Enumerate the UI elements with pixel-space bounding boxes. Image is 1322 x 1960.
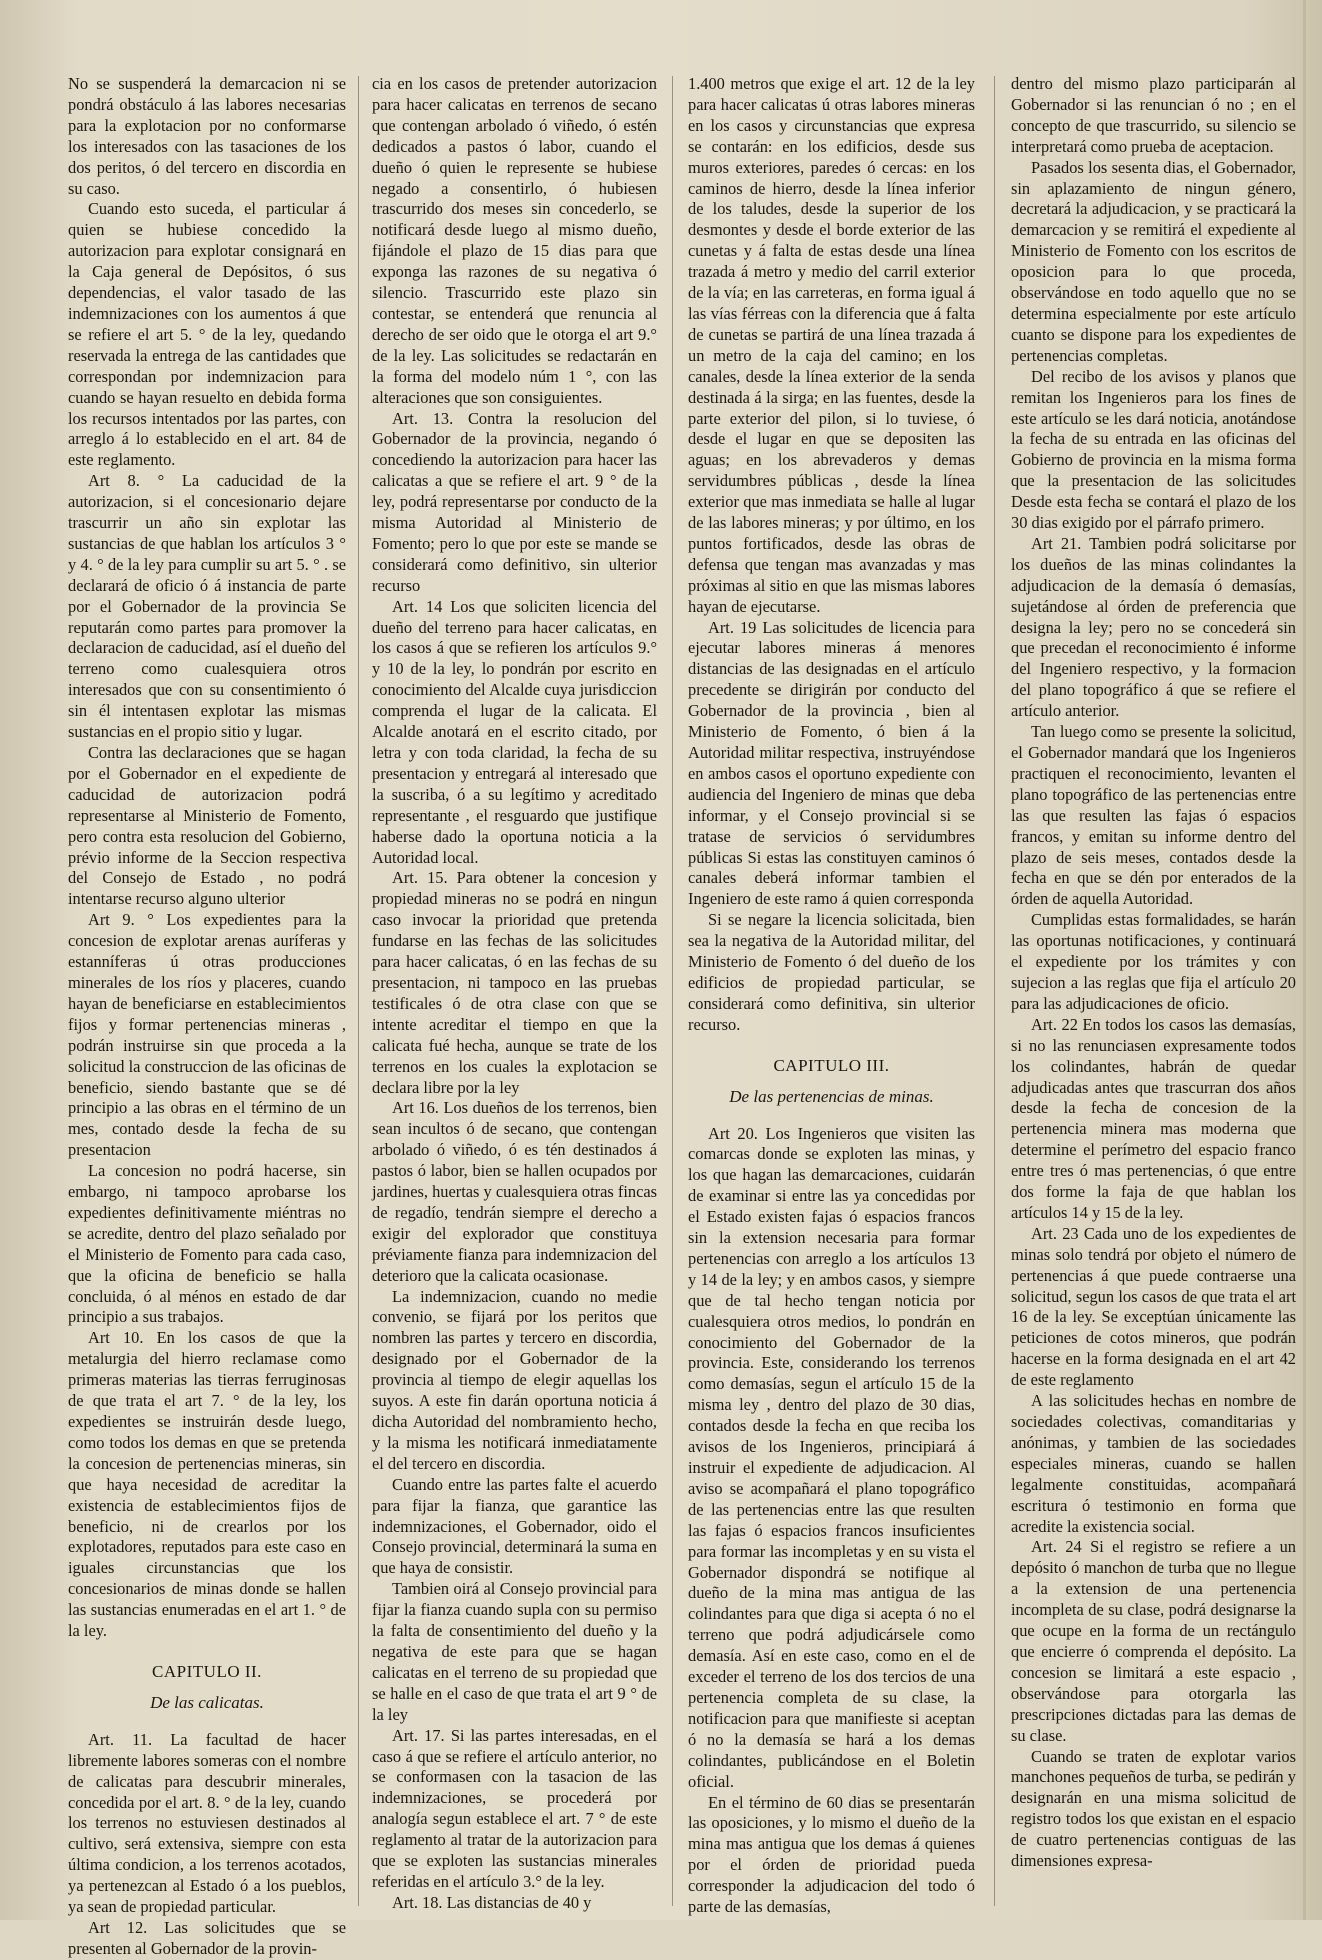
article-paragraph: Art. 15. Para obtener la concesion y propiedad mineras no se podrá en ningun caso invocar la prioridad que pretenda fundarse en las fechas de las solicitudes para hacer calicatas, ó en las fechas de su presentacion, ni tampoco en las pruebas testificales ó de otra clase con que se intente acreditar el tiempo en que la calicata fué hecha, aunque se trate de los terrenos en los cuales la explotacion se declara libre por la ley: [372, 868, 657, 1097]
article-paragraph: Del recibo de los avisos y planos que remitan los Ingenieros para los fines de este artículo se les dará noticia, anotándose la fecha de su entrada en las oficinas del Gobierno de provincia en la misma forma que la presentacion de las solicitudes Desde esta fecha se contará el plazo de los 30 dias exigido por el párrafo primero.: [1011, 366, 1296, 533]
article-paragraph: Cuando esto suceda, el particular á quien se hubiese concedido la autorizacion para explotar consignará en la Caja general de Depósitos, ó sus dependencias, el valor tasado de las indemnizaciones con los aumentos á que se refiere el art 5. ° de la ley, quedando reservada la entrega de las cantidades que correspondan por indemnizacion para cuando se hayan resuelto en debida forma los recursos intentados por las partes, con arreglo á lo establecido en el art. 84 de este reglamento.: [68, 199, 346, 470]
text-column-2: [372, 74, 657, 1916]
article-paragraph: Art 20. Los Ingenieros que visiten las comarcas donde se exploten las minas, y los que hagan las demarcaciones, cuidarán de examinar si entre las ya concedidas por el Estado existen fajas ó espacios francos sin la extension necesaria para formar pertenencias con arreglo a los artículos 13 y 14 de la ley; y en ambos casos, y siempre que de tal hecho tengan noticia por cualesquiera otros medios, lo pondrán en conocimiento del Gobernador de la provincia. Este, considerando los terrenos como demasías, segun el artículo 15 de la misma ley , dentro del plazo de 30 dias, contados desde la fecha en que reciba los avisos de los Ingenieros, principiará á instruir el expediente de adjudicacion. Al aviso se acompañará el plano topográfico de las pertenencias entre las que resulten las fajas ó espacios francos insuficientes para formar las incompletas y en su vista el Gobernador dispondrá se notifique al dueño de la mina mas antigua de las colindantes para que diga si acepta ó no el terreno que podrá adjudicársele como demasía. Así en este caso, como en el de exceder el terreno de los dos tercios de una pertenencia completa de su clase, la notificacion para que manifieste si aceptan ó no la demasía se hará a los demas colindantes, publicándose en el Boletin oficial.: [688, 1123, 975, 1791]
article-paragraph: dentro del mismo plazo participarán al Gobernador si las renuncian ó no ; en el concepto de que trascurrido, su silencio se interpretará como prueba de aceptacion.: [1011, 74, 1296, 156]
article-paragraph: Pasados los sesenta dias, el Gobernador, sin aplazamiento de ningun género, decretará la adjudicacion, y se practicará la demarcacion y se remitirá el expediente al Ministerio de Fomento con los escritos de oposicion para lo que proceda, observándose en todo aquello que no se determina especialmente por este artículo cuanto se dispone para los expedientes de pertenencias completas.: [1011, 157, 1296, 365]
text-column-3: [688, 74, 975, 1916]
article-paragraph: Art 10. En los casos de que la metalurgia del hierro reclamase como primeras materias las tierras ferruginosas de que trata el art 7. ° de la ley, los expedientes se instruirán desde luego, como todos los demas en que se pretenda la concesion de pertenencias mineras, sin que haya necesidad de acreditar la existencia de establecimientos fijos de beneficio, ni de crearlos por los explotadores, reputados para este caso en iguales circunstancias que los concesionarios de minas donde se hallen las sustancias enumeradas en el art 1. ° de la ley.: [68, 1328, 346, 1641]
article-paragraph: Art 16. Los dueños de los terrenos, bien sean incultos ó de secano, que contengan arbolado ó viñedo, ó es tén destinados á pastos ó labor, bien se hallen ocupados por jardines, huertas y cualesquiera otras fincas de regadío, tendrán siempre el derecho a exigir del explorador que constituya préviamente fianza para indemnizacion del deterioro que la calicata ocasionase.: [372, 1098, 657, 1285]
article-paragraph: cia en los casos de pretender autorizacion para hacer calicatas en terrenos de secano que contengan arbolado ó viñedo, ó estén dedicados a pastos ó labor, cuando el dueño ó quien le represente se hubiese negado a consentirlo, ó hubiesen trascurrido dos meses sin concederlo, se notificará desde luego al mismo dueño, fijándole el plazo de 15 dias para que exponga las razones de su negativa ó silencio. Trascurrido este plazo sin contestar, se entenderá que renuncia al derecho de ser oido que le otorga el art 9.° de la ley. Las solicitudes se redactarán en la forma del modelo núm 1 °, con las alteraciones que son consiguientes.: [372, 74, 657, 407]
column-rule: [358, 76, 359, 1906]
article-paragraph: Art. 23 Cada uno de los expedientes de minas solo tendrá por objeto el número de pertenencias á que puede contraerse una solicitud, segun los casos de que trata el art 16 de la ley. Se exceptúan únicamente las peticiones de cotos mineros, que podrán hacerse en la forma designada en el art 42 de este reglamento: [1011, 1223, 1296, 1390]
text-column-4: [1011, 74, 1296, 1916]
chapter-heading: CAPITULO III.: [773, 1055, 890, 1075]
article-paragraph: Tan luego como se presente la solicitud, el Gobernador mandará que los Ingenieros practiquen el reconocimiento, levanten el plano topográfico de las pertenencias entre las que resulten las fajas ó espacios francos, y emitan su informe dentro del plazo de seis meses, contados desde la fecha en que se dén por enterados de la órden de aquella Autoridad.: [1011, 722, 1296, 909]
section-heading: De las pertenencias de minas.: [729, 1086, 934, 1106]
page-fold-crease: [1303, 0, 1306, 1920]
article-paragraph: 1.400 metros que exige el art. 12 de la ley para hacer calicatas ú otras labores mineras en los casos y circunstancias que expresa se contarán: en los edificios, desde sus muros exteriores, paredes ó cercas: en los caminos de hierro, desde la línea inferior de los taludes, desde la superior de los desmontes y desde el borde exterior de las cunetas y á falta de estas desde una línea trazada á metro y medio del carril exterior de la vía; en las carreteras, en forma igual á las vías férreas con la diferencia que á falta de cunetas se partirá de una línea trazada á un metro de la caja del camino; en los canales, desde la línea exterior de la senda destinada á la sirga; en las fuentes, desde la parte exterior del pilon, si lo tuviese, ó desde el lugar en que se depositen las aguas; en los abrevaderos y demas servidumbres públicas , desde la línea exterior que mas inmediata se halle al lugar de las labores mineras; y por último, en los puntos fortificados, desde las obras de defensa que tengan mas avanzadas y mas próximas al sitio en que las mismas labores hayan de ejecutarse.: [688, 74, 975, 616]
article-paragraph: Art. 22 En todos los casos las demasías, si no las renunciasen expresamente todos los colindantes, habrán de quedar adjudicadas antes que trascurran dos años desde la fecha de concesion de la pertenencia minera mas moderna que determine el perímetro del espacio franco entre tres ó mas pertenencias, ó que entre dos forme la faja de que hablan los artículos 14 y 15 de la ley.: [1011, 1014, 1296, 1222]
article-paragraph: Art. 17. Si las partes interesadas, en el caso á que se refiere el artículo anterior, no se conformasen con la tasacion de las indemnizaciones, se procederá por analogía segun establece el art. 7 ° de este reglamento al tratar de la autorizacion para que se exploten las sustancias minerales referidas en el artículo 3.° de la ley.: [372, 1725, 657, 1891]
article-paragraph: Art 9. ° Los expedientes para la concesion de explotar arenas auríferas y estanníferas ú otras producciones minerales de los ríos y placeres, cuando hayan de beneficiarse en establecimientos fijos y formar pertenencias mineras , podrán instruirse sin que proceda a la solicitud la construccion de las oficinas de beneficio, siendo bastante que se dé principio a las obras en el término de un mes, contado desde la fecha de su presentacion: [68, 910, 346, 1160]
article-paragraph: Art. 19 Las solicitudes de licencia para ejecutar labores mineras á menores distancias de las designadas en el artículo precedente se dirigirán por conducto del Gobernador de la provincia , bien al Ministerio de Fomento, ó bien á la Autoridad militar respectiva, instruyéndose en ambos casos el oportuno expediente con audiencia del Ingeniero de minas que deba informar, y el Consejo provincial si se tratase de servicios ó servidumbres públicas Si estas las constituyen caminos ó canales deberá informar tambien el Ingeniero de este ramo á quien corresponda: [688, 617, 975, 909]
text-column-1: [68, 74, 346, 1958]
article-paragraph: Art. 11. La facultad de hacer libremente labores someras con el nombre de calicatas para descubrir minerales, concedida por el art. 8. ° de la ley, cuando los terrenos no estuviesen destinados al cultivo, será extensiva, siempre con esta última condicion, a los terrenos acotados, ya pertenezcan al Estado ó a los pueblos, ya sean de propiedad particular.: [68, 1729, 346, 1917]
article-paragraph: Tambien oirá al Consejo provincial para fijar la fianza cuando supla con su permiso la falta de consentimiento del dueño y la negativa de este para que se hagan calicatas en el terreno de su propiedad que se halle en el caso de que trata el art 9 ° de la ley: [372, 1579, 657, 1724]
article-paragraph: No se suspenderá la demarcacion ni se pondrá obstáculo á las labores necesarias para la explotacion por no conformarse los interesados con las tasaciones de los dos peritos, ó del tercero en discordia en su caso.: [68, 74, 346, 198]
article-paragraph: Art. 14 Los que soliciten licencia del dueño del terreno para hacer calicatas, en los casos á que se refieren los artículos 9.° y 10 de la ley, lo pondrán por escrito en conocimiento del Alcalde cuya jurisdiccion comprenda el lugar de la calicata. El Alcalde anotará en el escrito citado, por letra y con toda claridad, la fecha de su presentacion y entregará al interesado que la suscriba, ó a su legítimo y acreditado representante , el resguardo que justifique haberse dado la oportuna noticia a la Autoridad local.: [372, 596, 657, 867]
article-paragraph: Si se negare la licencia solicitada, bien sea la negativa de la Autoridad militar, del Ministerio de Fomento ó del dueño de los edificios de propiedad particular, se considerará como definitiva, sin ulterior recurso.: [688, 910, 975, 1034]
article-paragraph: Cuando entre las partes falte el acuerdo para fijar la fianza, que garantice las indemnizaciones, el Gobernador, oido el Consejo provincial, determinará la suma en que haya de consistir.: [372, 1474, 657, 1578]
article-paragraph: La indemnizacion, cuando no medie convenio, se fijará por los peritos que nombren las partes y tercero en discordia, designado por el Gobernador de la provincia al tiempo de elegir aquellas los suyos. A este fin darán oportuna noticia á dicha Autoridad del nombramiento hecho, y la misma les notificará inmediatamente el del tercero en discordia.: [372, 1286, 657, 1473]
article-paragraph: Cumplidas estas formalidades, se harán las oportunas notificaciones, y continuará el expediente por los trámites y con sujecion a las reglas que fija el artículo 20 para las adjudicaciones de oficio.: [1011, 910, 1296, 1013]
article-paragraph: Art 21. Tambien podrá solicitarse por los dueños de las minas colindantes la adjudicacion de la demasía ó demasías, sujetándose al órden de preferencia que designa la ley; pero no se concederá sin que precedan el reconocimiento é informe del Ingeniero respectivo, y la formacion del plano topográfico á que se refiere el artículo anterior.: [1011, 533, 1296, 721]
column-rule: [994, 76, 995, 1906]
article-paragraph: A las solicitudes hechas en nombre de sociedades colectivas, comanditarias y anónimas, y tambien de las sociedades especiales mineras, cuando se hallen legalmente constituidas, acompañará escritura ó testimonio en forma que acredite la existencia social.: [1011, 1391, 1296, 1536]
article-paragraph: Art 8. ° La caducidad de la autorizacion, si el concesionario dejare trascurrir un año sin explotar las sustancias de que hablan los artículos 3 ° y 4. ° de la ley para cumplir su art 5. ° . se declarará de oficio ó á instancia de parte por el Gobernador de la provincia Se reputarán como partes para promover la declaracion de caducidad, así el dueño del terreno como cualesquiera otros interesados que con su consentimiento ó sin él intentasen explotar las mismas sustancias en el propio sitio y lugar.: [68, 471, 346, 742]
article-paragraph: Art 12. Las solicitudes que se presenten al Gobernador de la provin-: [68, 1917, 346, 1958]
article-paragraph: Art. 18. Las distancias de 40 y: [392, 1892, 592, 1912]
article-paragraph: Cuando se traten de explotar varios manchones pequeños de turba, se pedirán y designarán en una misma solicitud de registro todos los que existan en el espacio de cuatro pertenencias contiguas de las dimensiones expresa-: [1011, 1746, 1296, 1871]
article-paragraph: Art. 24 Si el registro se refiere a un depósito ó manchon de turba que no llegue a la extension de una pertenencia incompleta de su clase, podrá designarse la que ocupe en la forma de un rectángulo que encierre ó comprenda el depósito. La concesion se limitará a este espacio , observándose para otorgarla las prescripciones dictadas para las demas de su clase.: [1011, 1537, 1296, 1745]
article-paragraph: Contra las declaraciones que se hagan por el Gobernador en el expediente de caducidad de autorizacion podrá representarse al Ministerio de Fomento, pero contra esta resolucion del Gobierno, prévio informe de la Seccion respectiva del Consejo de Estado , no podrá intentarse recurso alguno ulterior: [68, 743, 346, 909]
article-paragraph: Art. 13. Contra la resolucion del Gobernador de la provincia, negando ó concediendo la autorizacion para hacer las calicatas a que se refiere el art. 9 ° de la ley, podrá representarse por conducto de la misma Autoridad al Ministerio de Fomento; pero lo que por este se mande se considerará como definitivo, sin ulterior recurso: [372, 408, 657, 595]
column-rule: [672, 76, 673, 1906]
chapter-heading: CAPITULO II.: [152, 1661, 262, 1681]
section-heading: De las calicatas.: [150, 1692, 264, 1712]
article-paragraph: La concesion no podrá hacerse, sin embargo, ni tampoco aprobarse los expedientes definitivamente miéntras no se acredite, dentro del plazo señalado por el Ministerio de Fomento para cada caso, que la oficina de beneficio se halla concluida, ó al ménos en estado de dar principio a sus trabajos.: [68, 1161, 346, 1327]
article-paragraph: En el término de 60 dias se presentarán las oposiciones, y lo mismo el dueño de la mina mas antigua que los demas á quienes por el órden de prioridad pueda corresponder la adjudicacion del todo ó parte de las demasías,: [688, 1792, 975, 1917]
